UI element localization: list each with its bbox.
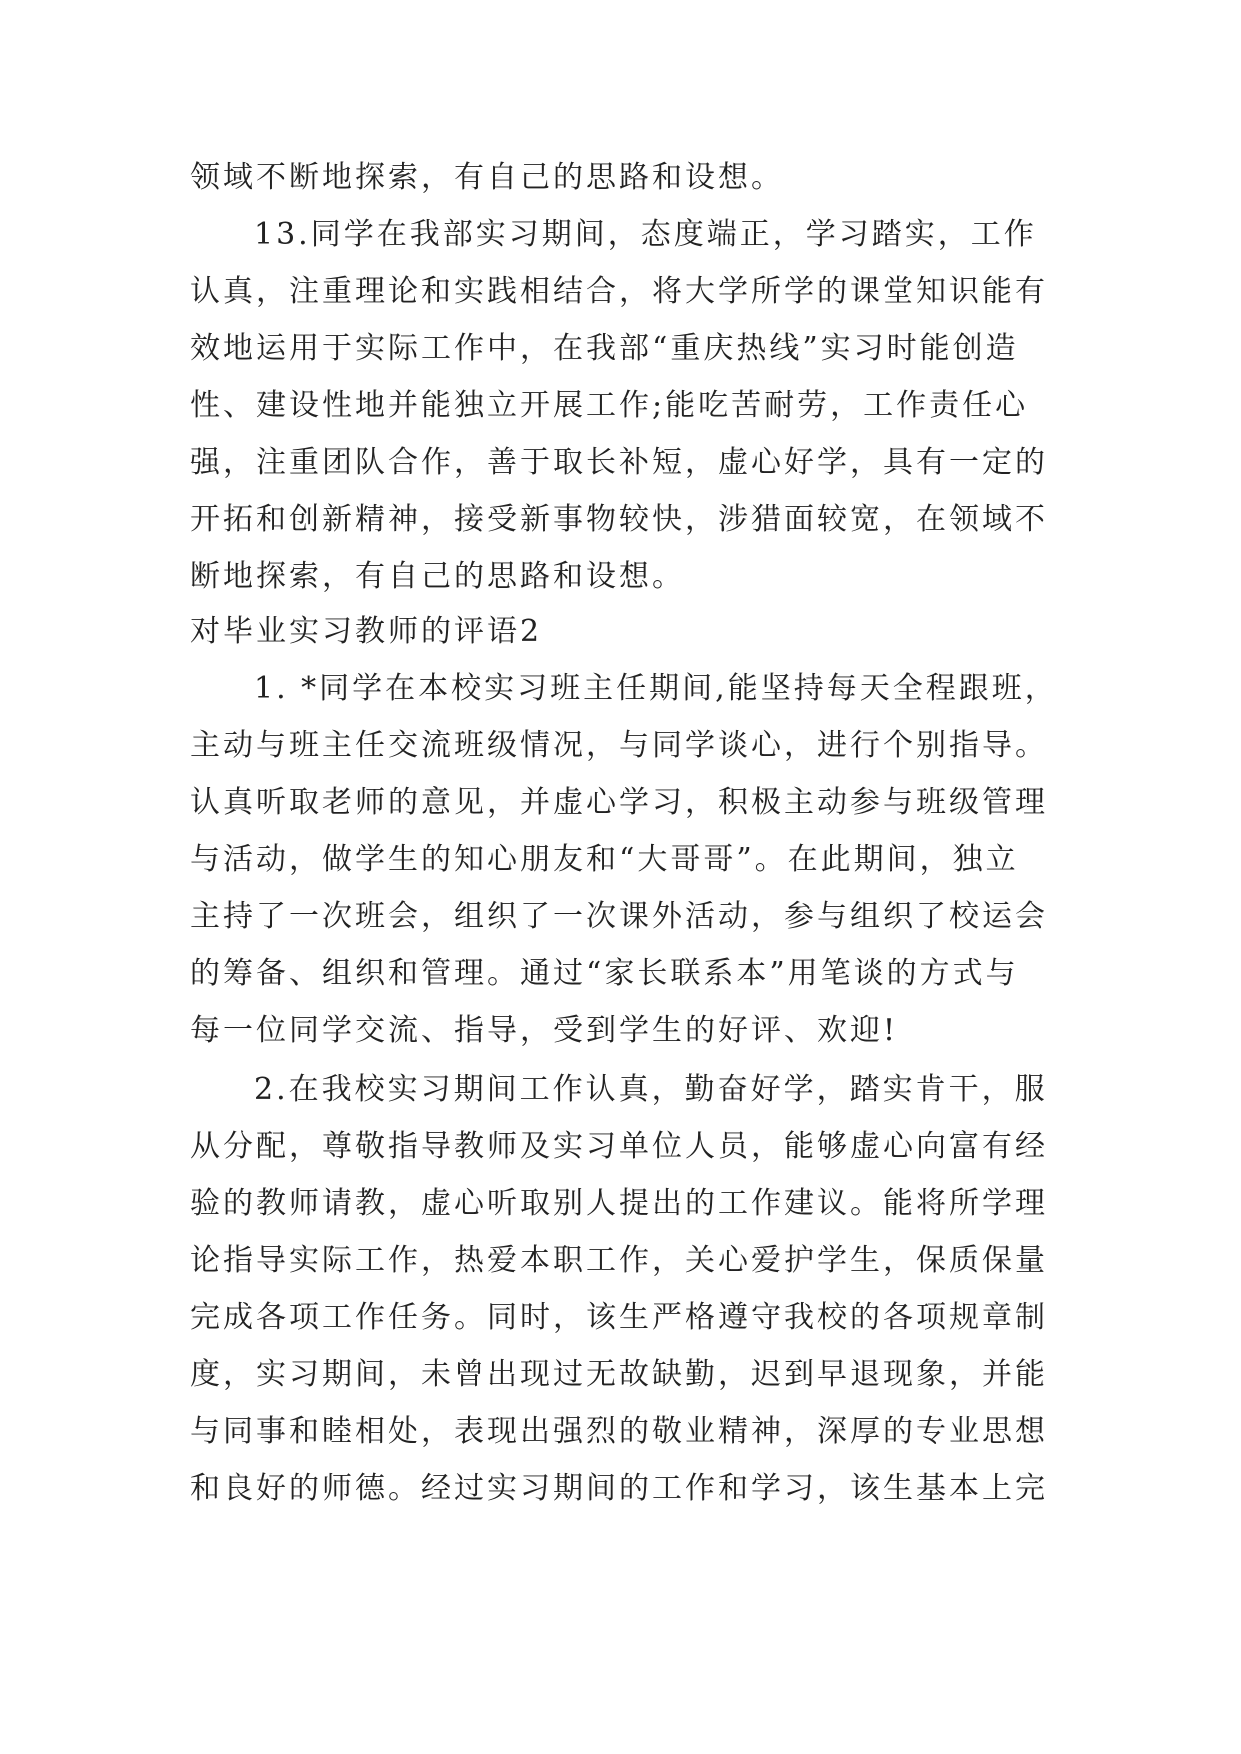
paragraph-line: 认真，注重理论和实践相结合，将大学所学的课堂知识能有: [190, 274, 1048, 309]
paragraph-line: 和良好的师德。经过实习期间的工作和学习，该生基本上完: [190, 1471, 1048, 1506]
paragraph-line: 1. *同学在本校实习班主任期间,能坚持每天全程跟班，: [254, 671, 1058, 706]
paragraph-line: 与同事和睦相处，表现出强烈的敬业精神，深厚的专业思想: [190, 1414, 1048, 1449]
paragraph-line: 2.在我校实习期间工作认真，勤奋好学，踏实肯干，服: [254, 1072, 1048, 1107]
paragraph-line: 13.同学在我部实习期间，态度端正，学习踏实，工作: [254, 217, 1037, 252]
paragraph-line: 从分配，尊敬指导教师及实习单位人员，能够虚心向富有经: [190, 1129, 1048, 1164]
paragraph-line: 主动与班主任交流班级情况，与同学谈心，进行个别指导。: [190, 728, 1048, 763]
paragraph-line: 每一位同学交流、指导，受到学生的好评、欢迎!: [190, 1013, 899, 1048]
paragraph-line: 开拓和创新精神，接受新事物较快，涉猎面较宽，在领域不: [190, 502, 1048, 537]
paragraph-line: 领域不断地探索，有自己的思路和设想。: [190, 160, 784, 195]
paragraph-line: 认真听取老师的意见，并虚心学习，积极主动参与班级管理: [190, 785, 1048, 820]
section-heading: 对毕业实习教师的评语2: [190, 614, 543, 649]
paragraph-line: 验的教师请教，虚心听取别人提出的工作建议。能将所学理: [190, 1186, 1048, 1221]
paragraph-line: 断地探索，有自己的思路和设想。: [190, 559, 685, 594]
paragraph-line: 主持了一次班会，组织了一次课外活动，参与组织了校运会: [190, 899, 1048, 934]
paragraph-line: 的筹备、组织和管理。通过“家长联系本”用笔谈的方式与: [190, 956, 1019, 991]
paragraph-line: 性、建设性地并能独立开展工作;能吃苦耐劳，工作责任心: [190, 388, 1029, 423]
paragraph-line: 完成各项工作任务。同时，该生严格遵守我校的各项规章制: [190, 1300, 1048, 1335]
paragraph-line: 论指导实际工作，热爱本职工作，关心爱护学生，保质保量: [190, 1243, 1048, 1278]
paragraph-line: 强，注重团队合作，善于取长补短，虚心好学，具有一定的: [190, 445, 1048, 480]
paragraph-line: 与活动，做学生的知心朋友和“大哥哥”。在此期间，独立: [190, 842, 1019, 877]
paragraph-line: 效地运用于实际工作中，在我部“重庆热线”实习时能创造: [190, 331, 1019, 366]
paragraph-line: 度，实习期间，未曾出现过无故缺勤，迟到早退现象，并能: [190, 1357, 1048, 1392]
